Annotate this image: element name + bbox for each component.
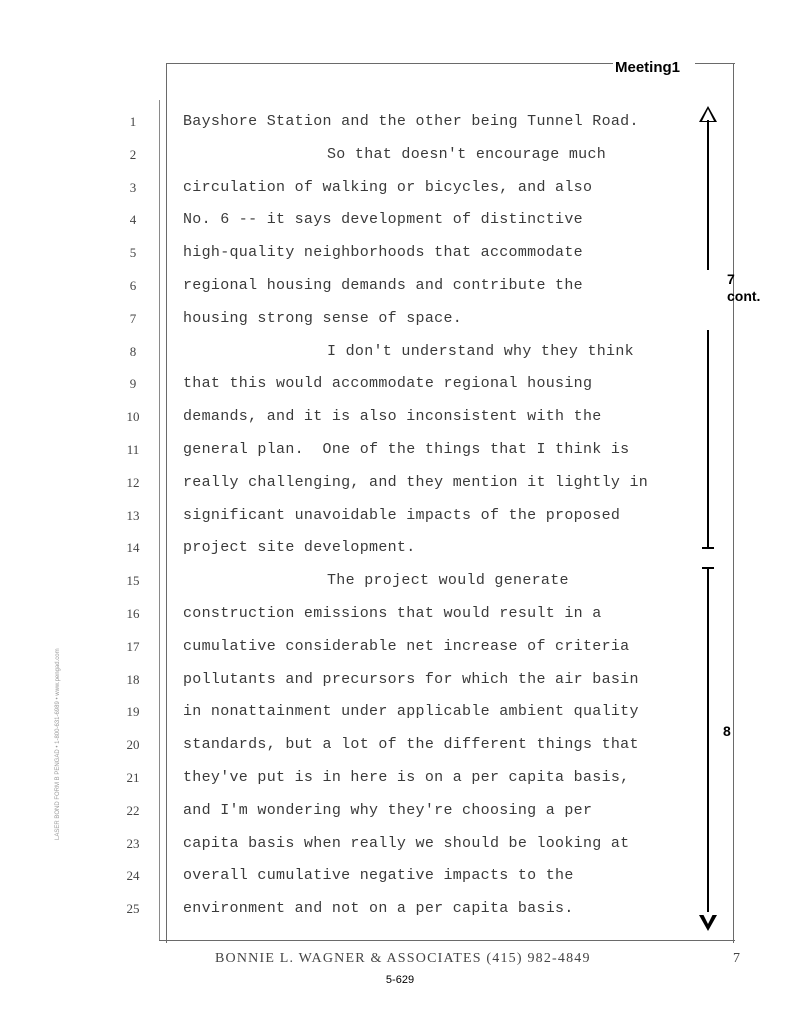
line-number: 25 (126, 901, 140, 916)
paper-form-stamp: LASER BOND FORM B PENGAD • 1-800-631-6989 • www.pengad.com (55, 648, 61, 840)
line-number: 9 (129, 376, 137, 391)
line-number: 8 (129, 344, 137, 359)
line-number: 21 (126, 770, 140, 785)
transcript-line: that this would accommodate regional housing (183, 375, 593, 392)
transcript-line: housing strong sense of space. (183, 310, 463, 327)
transcript-line: demands, and it is also inconsistent with the (183, 408, 602, 425)
line-number: 13 (126, 508, 140, 523)
comment-7-bracket-upper (707, 120, 709, 270)
line-number: 24 (126, 868, 140, 883)
comment-8-number: 8 (723, 723, 731, 739)
transcript-line: environment and not on a per capita basis. (183, 900, 574, 917)
transcript-line: general plan. One of the things that I think is (183, 441, 630, 458)
comment-7-cont-label: cont. (727, 288, 761, 304)
line-number: 3 (129, 180, 137, 195)
transcript-line: construction emissions that would result in a (183, 605, 602, 622)
meeting-label: Meeting1 (613, 59, 695, 77)
line-number: 2 (129, 147, 137, 162)
transcript-line: cumulative considerable net increase of criteria (183, 638, 630, 655)
line-number: 5 (129, 245, 137, 260)
transcript-line: The project would generate (327, 572, 569, 589)
line-number: 1 (129, 114, 137, 129)
line-number: 23 (126, 836, 140, 851)
page-frame-bottom (159, 940, 735, 941)
line-number: 4 (129, 212, 137, 227)
transcript-line: high-quality neighborhoods that accommodate (183, 244, 583, 261)
comment-7-bracket-end-tick (702, 547, 714, 549)
line-number-margin-rule (159, 100, 160, 940)
line-number: 19 (126, 704, 140, 719)
transcript-line: circulation of walking or bicycles, and also (183, 179, 593, 196)
comment-8-arrow-down-icon (699, 915, 717, 931)
line-number: 7 (129, 311, 137, 326)
transcript-line: regional housing demands and contribute the (183, 277, 583, 294)
line-number: 10 (126, 409, 140, 424)
page-frame-right (733, 63, 734, 943)
transcript-line: in nonattainment under applicable ambient quality (183, 703, 639, 720)
transcript-line: I don't understand why they think (327, 343, 634, 360)
transcript-page-number: 7 (733, 951, 740, 966)
transcript-line: pollutants and precursors for which the air basin (183, 671, 639, 688)
line-number: 18 (126, 672, 140, 687)
line-number: 22 (126, 803, 140, 818)
transcript-line: they've put is in here is on a per capita basis, (183, 769, 630, 786)
line-number: 16 (126, 606, 140, 621)
line-number: 17 (126, 639, 140, 654)
line-number: 12 (126, 475, 140, 490)
transcript-line: overall cumulative negative impacts to the (183, 867, 574, 884)
comment-7-bracket-lower (707, 330, 709, 548)
transcript-line: capita basis when really we should be looking at (183, 835, 630, 852)
line-number: 15 (126, 573, 140, 588)
transcript-line: standards, but a lot of the different things that (183, 736, 639, 753)
line-number: 11 (126, 442, 140, 457)
comment-7-number: 7 (727, 271, 735, 287)
transcript-line: significant unavoidable impacts of the proposed (183, 507, 621, 524)
line-number: 14 (126, 540, 140, 555)
transcript-line: project site development. (183, 539, 416, 556)
page-frame-left (166, 63, 167, 943)
transcript-line: Bayshore Station and the other being Tunnel Road. (183, 113, 639, 130)
transcript-line: and I'm wondering why they're choosing a per (183, 802, 593, 819)
transcript-line: really challenging, and they mention it lightly in (183, 474, 649, 491)
document-page-id: 5-629 (385, 974, 415, 986)
line-number: 20 (126, 737, 140, 752)
transcript-line: So that doesn't encourage much (327, 146, 607, 163)
reporter-footer: BONNIE L. WAGNER & ASSOCIATES (415) 982-4849 (215, 951, 591, 966)
line-number: 6 (129, 278, 137, 293)
transcript-line: No. 6 -- it says development of distinctive (183, 211, 583, 228)
comment-8-bracket (707, 567, 709, 917)
